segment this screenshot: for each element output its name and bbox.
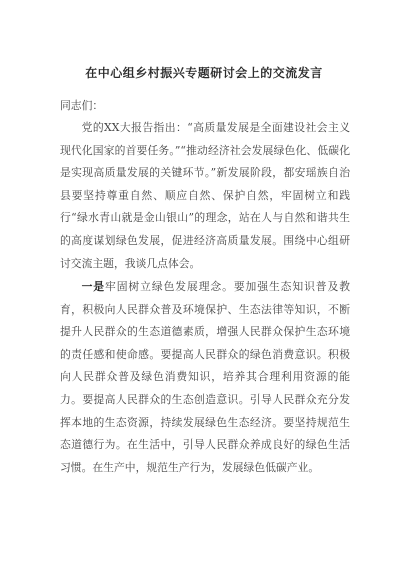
salutation: 同志们： [60,99,104,112]
paragraph-first-point [60,276,350,479]
paragraph-body: 牢固树立绿色发展理念。要加强生态知识普及教育，积极向人民群众普及环境保护、生态法律等知识，不断提升人民群众的生态道德素质，增强人民群众保护生态环境的责任感和使命感。要提高人民群众的绿色消费意识。积极向人民群众普及绿色消费知识，培养其合理利用资源的能力。要提高人民群众的生态创造意识。引导人民群众充分发挥本地的生态资源，持续发展绿色生态经济。要坚持规范生态道德行为。在生活中，引导人民群众养成良好的绿色生活习惯。在生产中，规范生产行为，发展绿色低碳产业。 [60,280,351,474]
paragraph-intro: 党的XX大报告指出：“高质量发展是全面建设社会主义现代化国家的首要任务。”“推动经济社会发展绿色化、低碳化是实现高质量发展的关键环节。”新发展阶段，都安瑶族自治县要坚持尊重自然、顺应自然、保护自然，牢固树立和践行“绿水青山就是金山银山”的理念，站在人与自然和谐共生的高度谋划绿色发展，促进经济高质量发展。围绕中心组研讨交流主题，我谈几点体会。 [60,121,350,270]
document-title: 在中心组乡村振兴专题研讨会上的交流发言 [85,66,323,80]
paragraph-lead: 一是 [81,280,106,293]
